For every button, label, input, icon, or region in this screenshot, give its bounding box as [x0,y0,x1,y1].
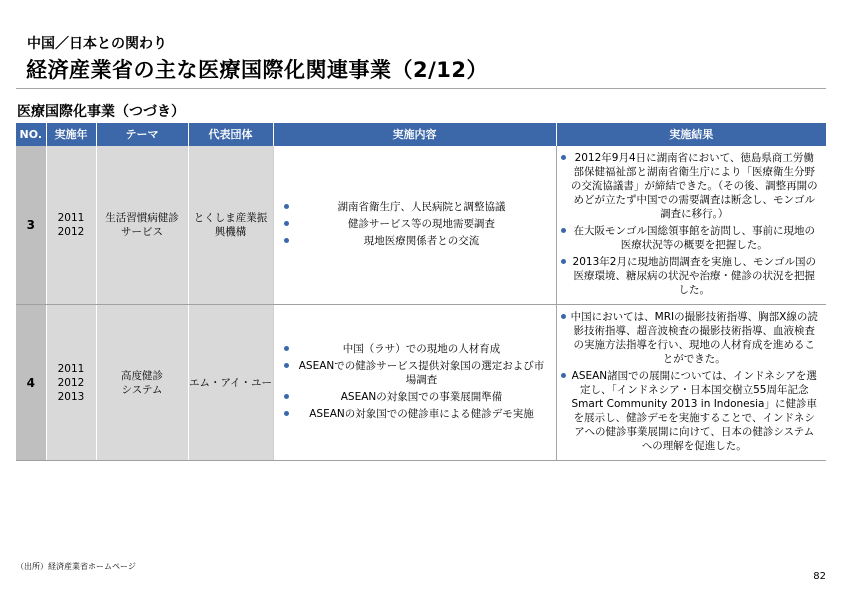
column-header-organization: 代表団体 [188,123,273,146]
year: 2012 [57,226,85,238]
bullet-icon [561,314,566,319]
list-item-text: 在大阪モンゴル国総領事館を訪問し、事前に現地の医療状況等の概要を把握した。 [573,225,815,251]
year: 2012 [57,376,85,389]
list-item [284,390,550,404]
column-header-no: NO. [16,123,46,146]
row-number: 3 [16,146,46,305]
bullet-icon [284,346,289,351]
row-years [46,305,96,461]
list-item-text: ASEAN諸国での展開については、インドネシアを選定し、「インドネシア・日本国交樹立55周年記念Smart Community 2013 in Indonesia」に健診車を展示し、健診デモを実施することで、インドネシアへの健診事業展開に向けて、日本の健診システムへの理解を促進した。 [571,370,817,452]
table-row [16,146,826,305]
list-item-text: 健診サービス等の現地需要調査 [348,218,495,230]
year: 2011 [57,362,85,375]
title-divider [16,88,826,89]
row-organization [188,305,273,461]
bullet-icon [284,204,289,209]
theme-line: サービス [121,226,163,238]
content-list [274,195,556,255]
theme-line: 生活習慣病健診 [105,212,179,224]
list-item [561,310,819,366]
content-list [274,337,556,428]
page-subtitle: 中国／日本との関わり [27,36,167,52]
source-note: （出所）経済産業省ホームページ [16,562,136,571]
table-header-row [16,123,826,146]
list-item-text: 現地医療関係者との交流 [363,235,480,247]
column-header-results: 実施結果 [556,123,826,146]
organization-line: エム・アイ・ユー [188,376,273,389]
year: 2013 [57,390,85,403]
list-item [561,255,819,297]
row-years [46,146,96,305]
row-organization [188,146,273,305]
row-content [273,305,556,461]
bullet-icon [561,228,566,233]
list-item-text: ASEANの対象国での健診車による健診デモ実施 [309,408,534,420]
row-number: 4 [16,305,46,461]
bullet-icon [284,363,289,368]
list-item-text: 2012年9月4日に湖南省において、徳島県商工労働部保健福祉部と湖南省衛生庁により「医療衛生分野の交流協議書」が締結できた。（その後、調整再開のめどが立たず中国での需要調査は断念し、モンゴル調査に移行。） [570,152,818,220]
bullet-icon [561,259,566,264]
row-theme [96,305,188,461]
list-item-text: 湖南省衛生庁、人民病院と調整協議 [337,201,506,213]
column-header-content: 実施内容 [273,123,556,146]
table-row [16,305,826,461]
list-item [284,217,550,231]
page-number: 82 [813,571,826,582]
bullet-icon [284,394,289,399]
list-item [284,407,550,421]
list-item [284,342,550,356]
list-item-text: ASEANでの健診サービス提供対象国の選定および市場調査 [298,360,545,386]
year: 2011 [57,212,85,224]
list-item-text: 中国（ラサ）での現地の人材育成 [342,343,501,355]
row-theme [96,146,188,305]
list-item [561,369,819,453]
row-content [273,146,556,305]
list-item [561,151,819,221]
page-title: 経済産業省の主な医療国際化関連事業（2/12） [26,58,489,82]
theme-line: システム [121,383,163,396]
list-item-text: 中国においては、MRIの撮影技術指導、胸部X線の読影技術指導、超音波検査の撮影技術指導、血液検査の実施方法指導を行い、現地の人材育成を進めることができた。 [570,311,818,365]
bullet-icon [561,155,566,160]
list-item [284,234,550,248]
bullet-icon [561,373,566,378]
row-results [556,146,826,305]
bullet-icon [284,411,289,416]
list-item-text: ASEANの対象国での事業展開準備 [340,391,503,403]
section-heading: 医療国際化事業（つづき） [17,104,185,120]
bullet-icon [284,221,289,226]
bullet-icon [284,238,289,243]
list-item [561,224,819,252]
row-results [556,305,826,461]
theme-line: 高度健診 [121,369,163,382]
list-item [284,200,550,214]
results-list [557,146,827,304]
list-item-text: 2013年2月に現地訪問調査を実施し、モンゴル国の医療環境、糖尿病の状況や治療・健診の状況を把握した。 [572,256,816,296]
results-list [557,305,827,460]
list-item [284,359,550,387]
organization-line: 興機構 [214,226,247,238]
column-header-theme: テーマ [96,123,188,146]
column-header-year: 実施年 [46,123,96,146]
projects-table [16,123,826,461]
organization-line: とくしま産業振 [193,212,268,224]
